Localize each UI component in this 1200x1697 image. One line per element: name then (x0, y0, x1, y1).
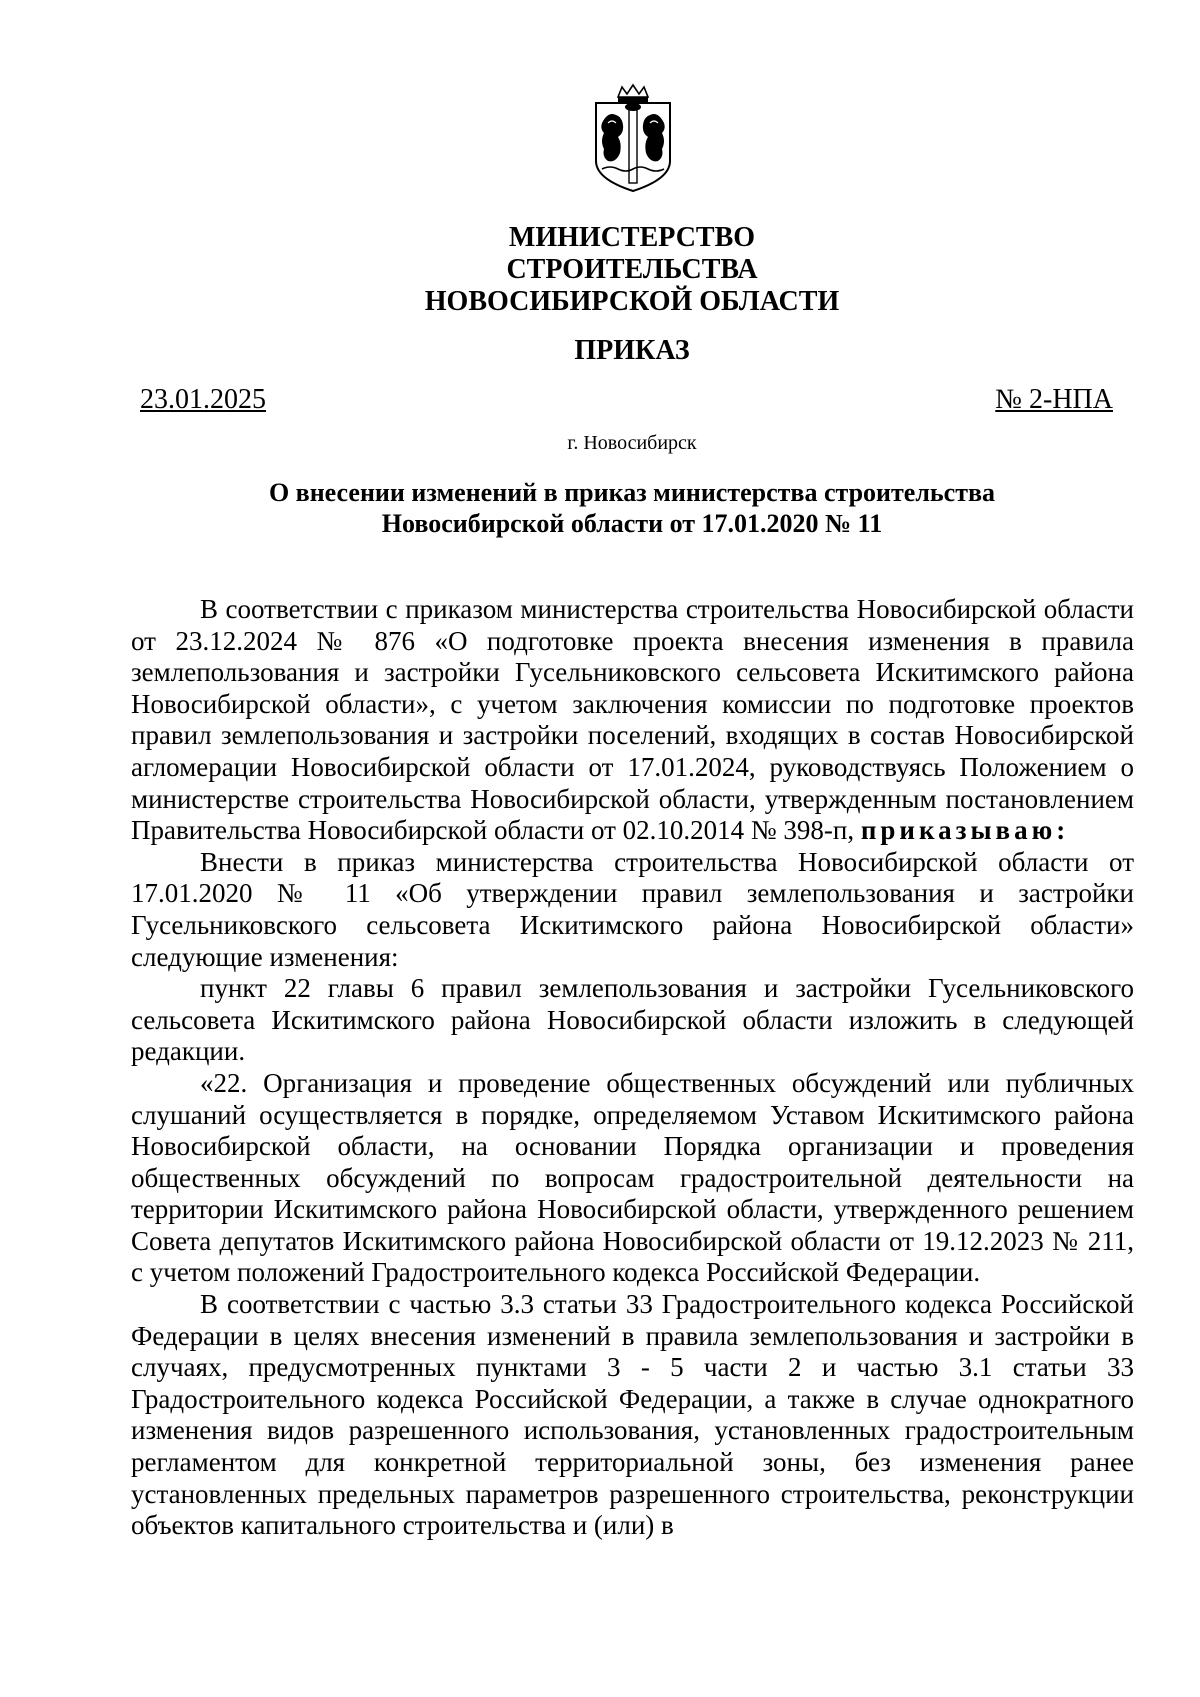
subject-line-2: Новосибирской области от 17.01.2020 № 11 (381, 509, 883, 538)
paragraph-clause: пункт 22 главы 6 правил землепользования и застройки Гусельниковского сельсовета Искитимского района Новосибирской области изложить в следующей редакции. (131, 973, 1134, 1067)
coat-of-arms-icon (588, 83, 678, 195)
ministry-name-line-2: СТРОИТЕЛЬСТВА (506, 254, 758, 285)
document-date: 23.01.2025 (140, 384, 266, 415)
paragraph-continuation: В соответствии с частью 3.3 статьи 33 Градостроительного кодекса Российской Федерации в целях внесения изменений в правила землепользования и застройки в случаях, предусмотренных пунктами 3 - 5 части 2 и частью 3.1 статьи 33 Градостроительного кодекса Российской Федерации, а также в случае однократного изменения видов разрешенного использования, установленных градостроительным регламентом для конкретной территориальной зоны, без изменения ранее установленных предельных параметров разрешенного строительства, реконструкции объектов капитального строительства и (или) в (131, 1289, 1134, 1541)
document-city: г. Новосибирск (567, 432, 697, 454)
document-type-title: ПРИКАЗ (574, 335, 690, 366)
preamble-text: В соответствии с приказом министерства строительства Новосибирской области от 23.12.2024 № 876 «О подготовке проекта внесения изменения в правила землепользования и застройки Гусельниковского сельсовета Искитимского района Новосибирской области», с учетом заключения комиссии по подготовке проектов правил землепользования и застройки поселений, входящих в состав Новосибирской агломерации Новосибирской области от 17.01.2024, руководствуясь Положением о министерстве строительства Новосибирской области, утвержденным постановлением Правительства Новосибирской области от 02.10.2014 № 398-п, (131, 594, 1134, 846)
paragraph-preamble (131, 594, 1134, 847)
ministry-name-line-3: НОВОСИБИРСКОЙ ОБЛАСТИ (424, 286, 840, 317)
document-number: № 2-НПА (995, 384, 1113, 415)
paragraph-amendment: Внести в приказ министерства строительства Новосибирской области от 17.01.2020 № 11 «Об утверждении правил землепользования и застройки Гусельниковского сельсовета Искитимского района Новосибирской области» следующие изменения: (131, 846, 1134, 972)
ministry-name-line-1: МИНИСТЕРСТВО (508, 222, 756, 253)
subject-line-1: О внесении изменений в приказ министерства строительства (268, 478, 996, 507)
document-body (131, 594, 1134, 1542)
paragraph-new-clause-22: «22. Организация и проведение общественных обсуждений или публичных слушаний осуществляется в порядке, определяемом Уставом Искитимского района Новосибирской области, на основании Порядка организации и проведения общественных обсуждений по вопросам градостроительной деятельности на территории Искитимского района Новосибирской области, утвержденного решением Совета депутатов Искитимского района Новосибирской области от 19.12.2023 № 211, с учетом положений Градостроительного кодекса Российской Федерации. (131, 1067, 1134, 1288)
order-directive: приказываю: (860, 815, 1070, 846)
